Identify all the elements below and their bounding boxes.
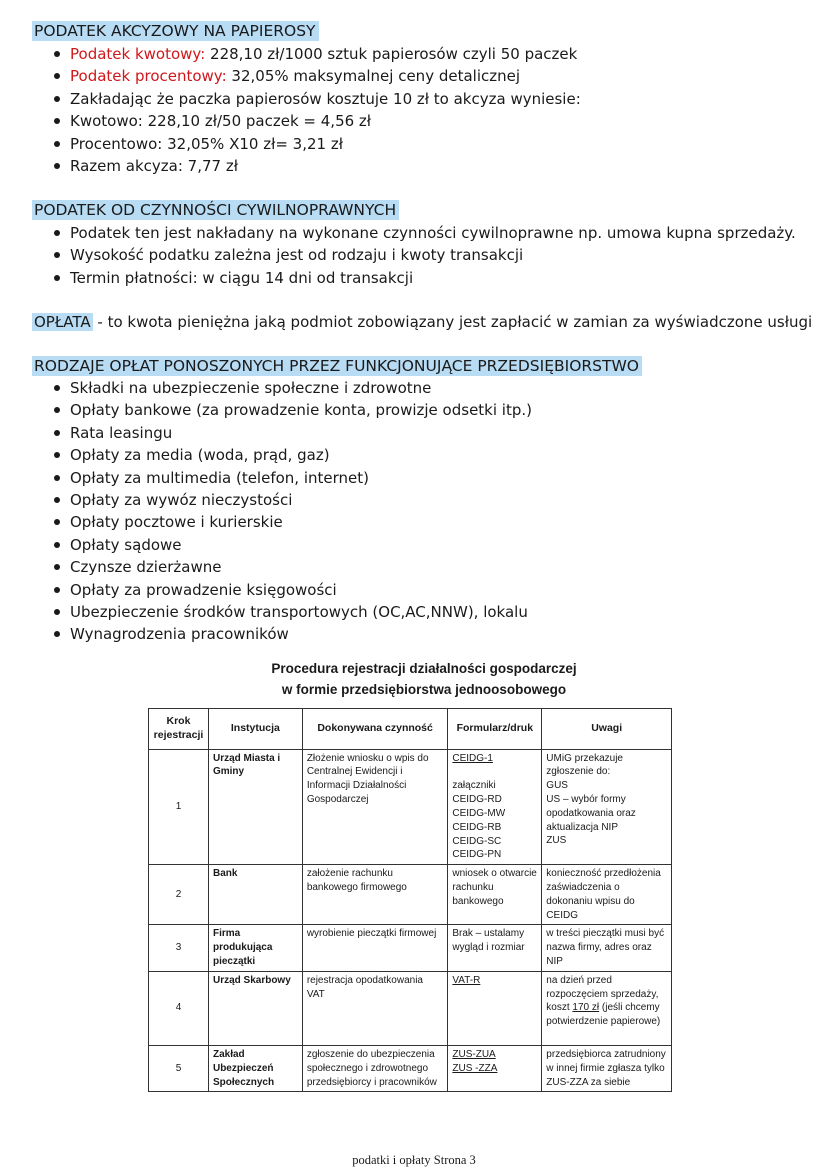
list-item: Czynsze dzierżawne bbox=[52, 556, 532, 578]
note-line: zgłoszenie do: bbox=[546, 766, 611, 778]
form: Brak – ustalamy wygląd i rozmiar bbox=[448, 925, 542, 971]
heading-excise-tax: PODATEK AKCYZOWY NA PAPIEROSY bbox=[32, 21, 319, 41]
step-number: 2 bbox=[149, 865, 209, 925]
table-header-row bbox=[149, 709, 672, 750]
list-item: Opłaty za prowadzenie księgowości bbox=[52, 579, 532, 601]
list-item: Opłaty za wywóz nieczystości bbox=[52, 489, 532, 511]
list-item: Składki na ubezpieczenie społeczne i zdrowotne bbox=[52, 377, 532, 399]
note-line: GUS bbox=[546, 780, 568, 792]
step-number: 5 bbox=[149, 1045, 209, 1091]
institution: Firma produkująca pieczątki bbox=[208, 925, 302, 971]
list-item bbox=[52, 65, 581, 87]
excise-tax-list bbox=[52, 43, 581, 177]
column-header: Uwagi bbox=[542, 709, 672, 750]
action: Złożenie wniosku o wpis do Centralnej Ewidencji i Informacji Działalności Gospodarczej bbox=[302, 749, 448, 865]
note-line: ZUS bbox=[546, 835, 567, 847]
note-amount: 170 zł bbox=[572, 1002, 600, 1014]
form-item: załączniki bbox=[452, 780, 496, 792]
fee-types-list bbox=[52, 377, 532, 646]
notes: konieczność przedłożenia zaświadczenia o dokonaniu wpisu do CEIDG bbox=[542, 865, 672, 925]
form-link: ZUS-ZUA bbox=[452, 1048, 496, 1060]
list-item: Wysokość podatku zależna jest od rodzaju i kwoty transakcji bbox=[52, 244, 796, 266]
table-row bbox=[149, 971, 672, 1045]
heading-fee-types: RODZAJE OPŁAT PONOSZONYCH PRZEZ FUNKCJONUJĄCE PRZEDSIĘBIORSTWO bbox=[32, 356, 642, 376]
fee-term: OPŁATA bbox=[34, 313, 91, 331]
column-header: Formularz/druk bbox=[448, 709, 542, 750]
action: zgłoszenie do ubezpieczenia społecznego i zdrowotnego przedsiębiorcy i pracowników bbox=[302, 1045, 448, 1091]
note-line: US – wybór formy opodatkowania oraz aktualizacja NIP bbox=[546, 793, 636, 833]
note-text: (jeśli chcemy potwierdzenie papierowe) bbox=[546, 1002, 661, 1028]
list-item: Rata leasingu bbox=[52, 422, 532, 444]
heading-civil-law-tax: PODATEK OD CZYNNOŚCI CYWILNOPRAWNYCH bbox=[32, 200, 399, 220]
step-number: 3 bbox=[149, 925, 209, 971]
list-item: Zakładając że paczka papierosów kosztuje 10 zł to akcyza wyniesie: bbox=[52, 88, 581, 110]
notes: przedsiębiorca zatrudniony w innej firmie zgłasza tylko ZUS-ZZA za siebie bbox=[542, 1045, 672, 1091]
list-item: Opłaty sądowe bbox=[52, 534, 532, 556]
term-label: Podatek kwotowy: bbox=[70, 45, 206, 63]
column-header: Krok rejestracji bbox=[149, 709, 209, 750]
form-link: VAT-R bbox=[452, 974, 481, 986]
institution: Zakład Ubezpieczeń Społecznych bbox=[208, 1045, 302, 1091]
notes: w treści pieczątki musi być nazwa firmy, adres oraz NIP bbox=[542, 925, 672, 971]
list-item: Podatek ten jest nakładany na wykonane czynności cywilnoprawne np. umowa kupna sprzedaży. bbox=[52, 222, 796, 244]
institution: Urząd Skarbowy bbox=[208, 971, 302, 1045]
form-item: CEIDG-RD bbox=[452, 794, 502, 806]
form bbox=[448, 1045, 542, 1091]
list-item: Opłaty pocztowe i kurierskie bbox=[52, 511, 532, 533]
civil-law-tax-list bbox=[52, 222, 796, 289]
list-item: Ubezpieczenie środków transportowych (OC,AC,NNW), lokalu bbox=[52, 601, 532, 623]
form-item: CEIDG-PN bbox=[452, 849, 502, 861]
list-item-text: 32,05% maksymalnej ceny detalicznej bbox=[226, 67, 521, 86]
list-item: Opłaty bankowe (za prowadzenie konta, prowizje odsetki itp.) bbox=[52, 399, 532, 421]
action: wyrobienie pieczątki firmowej bbox=[302, 925, 448, 971]
table-row bbox=[149, 865, 672, 925]
column-header: Instytucja bbox=[208, 709, 302, 750]
procedure-title-line1: Procedura rejestracji działalności gospodarczej bbox=[271, 661, 577, 676]
step-number: 4 bbox=[149, 971, 209, 1045]
action: rejestracja opodatkowania VAT bbox=[302, 971, 448, 1045]
institution: Urząd Miasta i Gminy bbox=[208, 749, 302, 865]
notes bbox=[542, 971, 672, 1045]
list-item bbox=[52, 43, 581, 65]
note-line: UMiG przekazuje bbox=[546, 752, 623, 764]
step-number: 1 bbox=[149, 749, 209, 865]
list-item-text: 228,10 zł/1000 sztuk papierosów czyli 50 paczek bbox=[205, 45, 578, 63]
form-item: CEIDG-RB bbox=[452, 821, 502, 833]
page-footer: podatki i opłaty Strona 3 bbox=[352, 1153, 476, 1167]
list-item: Procentowo: 32,05% X10 zł= 3,21 zł bbox=[52, 133, 581, 155]
notes bbox=[542, 749, 672, 865]
form bbox=[448, 749, 542, 865]
table-row bbox=[149, 749, 672, 865]
form-link: ZUS -ZZA bbox=[452, 1062, 498, 1074]
list-item: Razem akcyza: 7,77 zł bbox=[52, 155, 581, 177]
note-text: na dzień przed rozpoczęciem sprzedaży, koszt bbox=[546, 974, 659, 1014]
list-item: Opłaty za media (woda, prąd, gaz) bbox=[52, 444, 532, 466]
fee-definition-text: - to kwota pieniężna jaką podmiot zobowiązany jest zapłacić w zamian za wyświadczone usługi bbox=[92, 313, 813, 331]
institution: Bank bbox=[208, 865, 302, 925]
list-item: Opłaty za multimedia (telefon, internet) bbox=[52, 467, 532, 489]
fee-definition bbox=[32, 311, 812, 333]
list-item: Wynagrodzenia pracowników bbox=[52, 623, 532, 645]
action: założenie rachunku bankowego firmowego bbox=[302, 865, 448, 925]
form-item: CEIDG-MW bbox=[452, 807, 506, 819]
list-item: Termin płatności: w ciągu 14 dni od transakcji bbox=[52, 267, 796, 289]
table-row bbox=[149, 925, 672, 971]
procedure-title-line2: w formie przedsiębiorstwa jednoosobowego bbox=[281, 682, 567, 697]
column-header: Dokonywana czynność bbox=[302, 709, 448, 750]
table-row bbox=[149, 1045, 672, 1091]
registration-table bbox=[148, 708, 672, 1092]
term-label: Podatek procentowy: bbox=[70, 67, 227, 86]
form bbox=[448, 971, 542, 1045]
form-link: CEIDG-1 bbox=[452, 752, 493, 764]
form-item: CEIDG-SC bbox=[452, 835, 502, 847]
list-item: Kwotowo: 228,10 zł/50 paczek = 4,56 zł bbox=[52, 110, 581, 132]
form: wniosek o otwarcie rachunku bankowego bbox=[448, 865, 542, 925]
